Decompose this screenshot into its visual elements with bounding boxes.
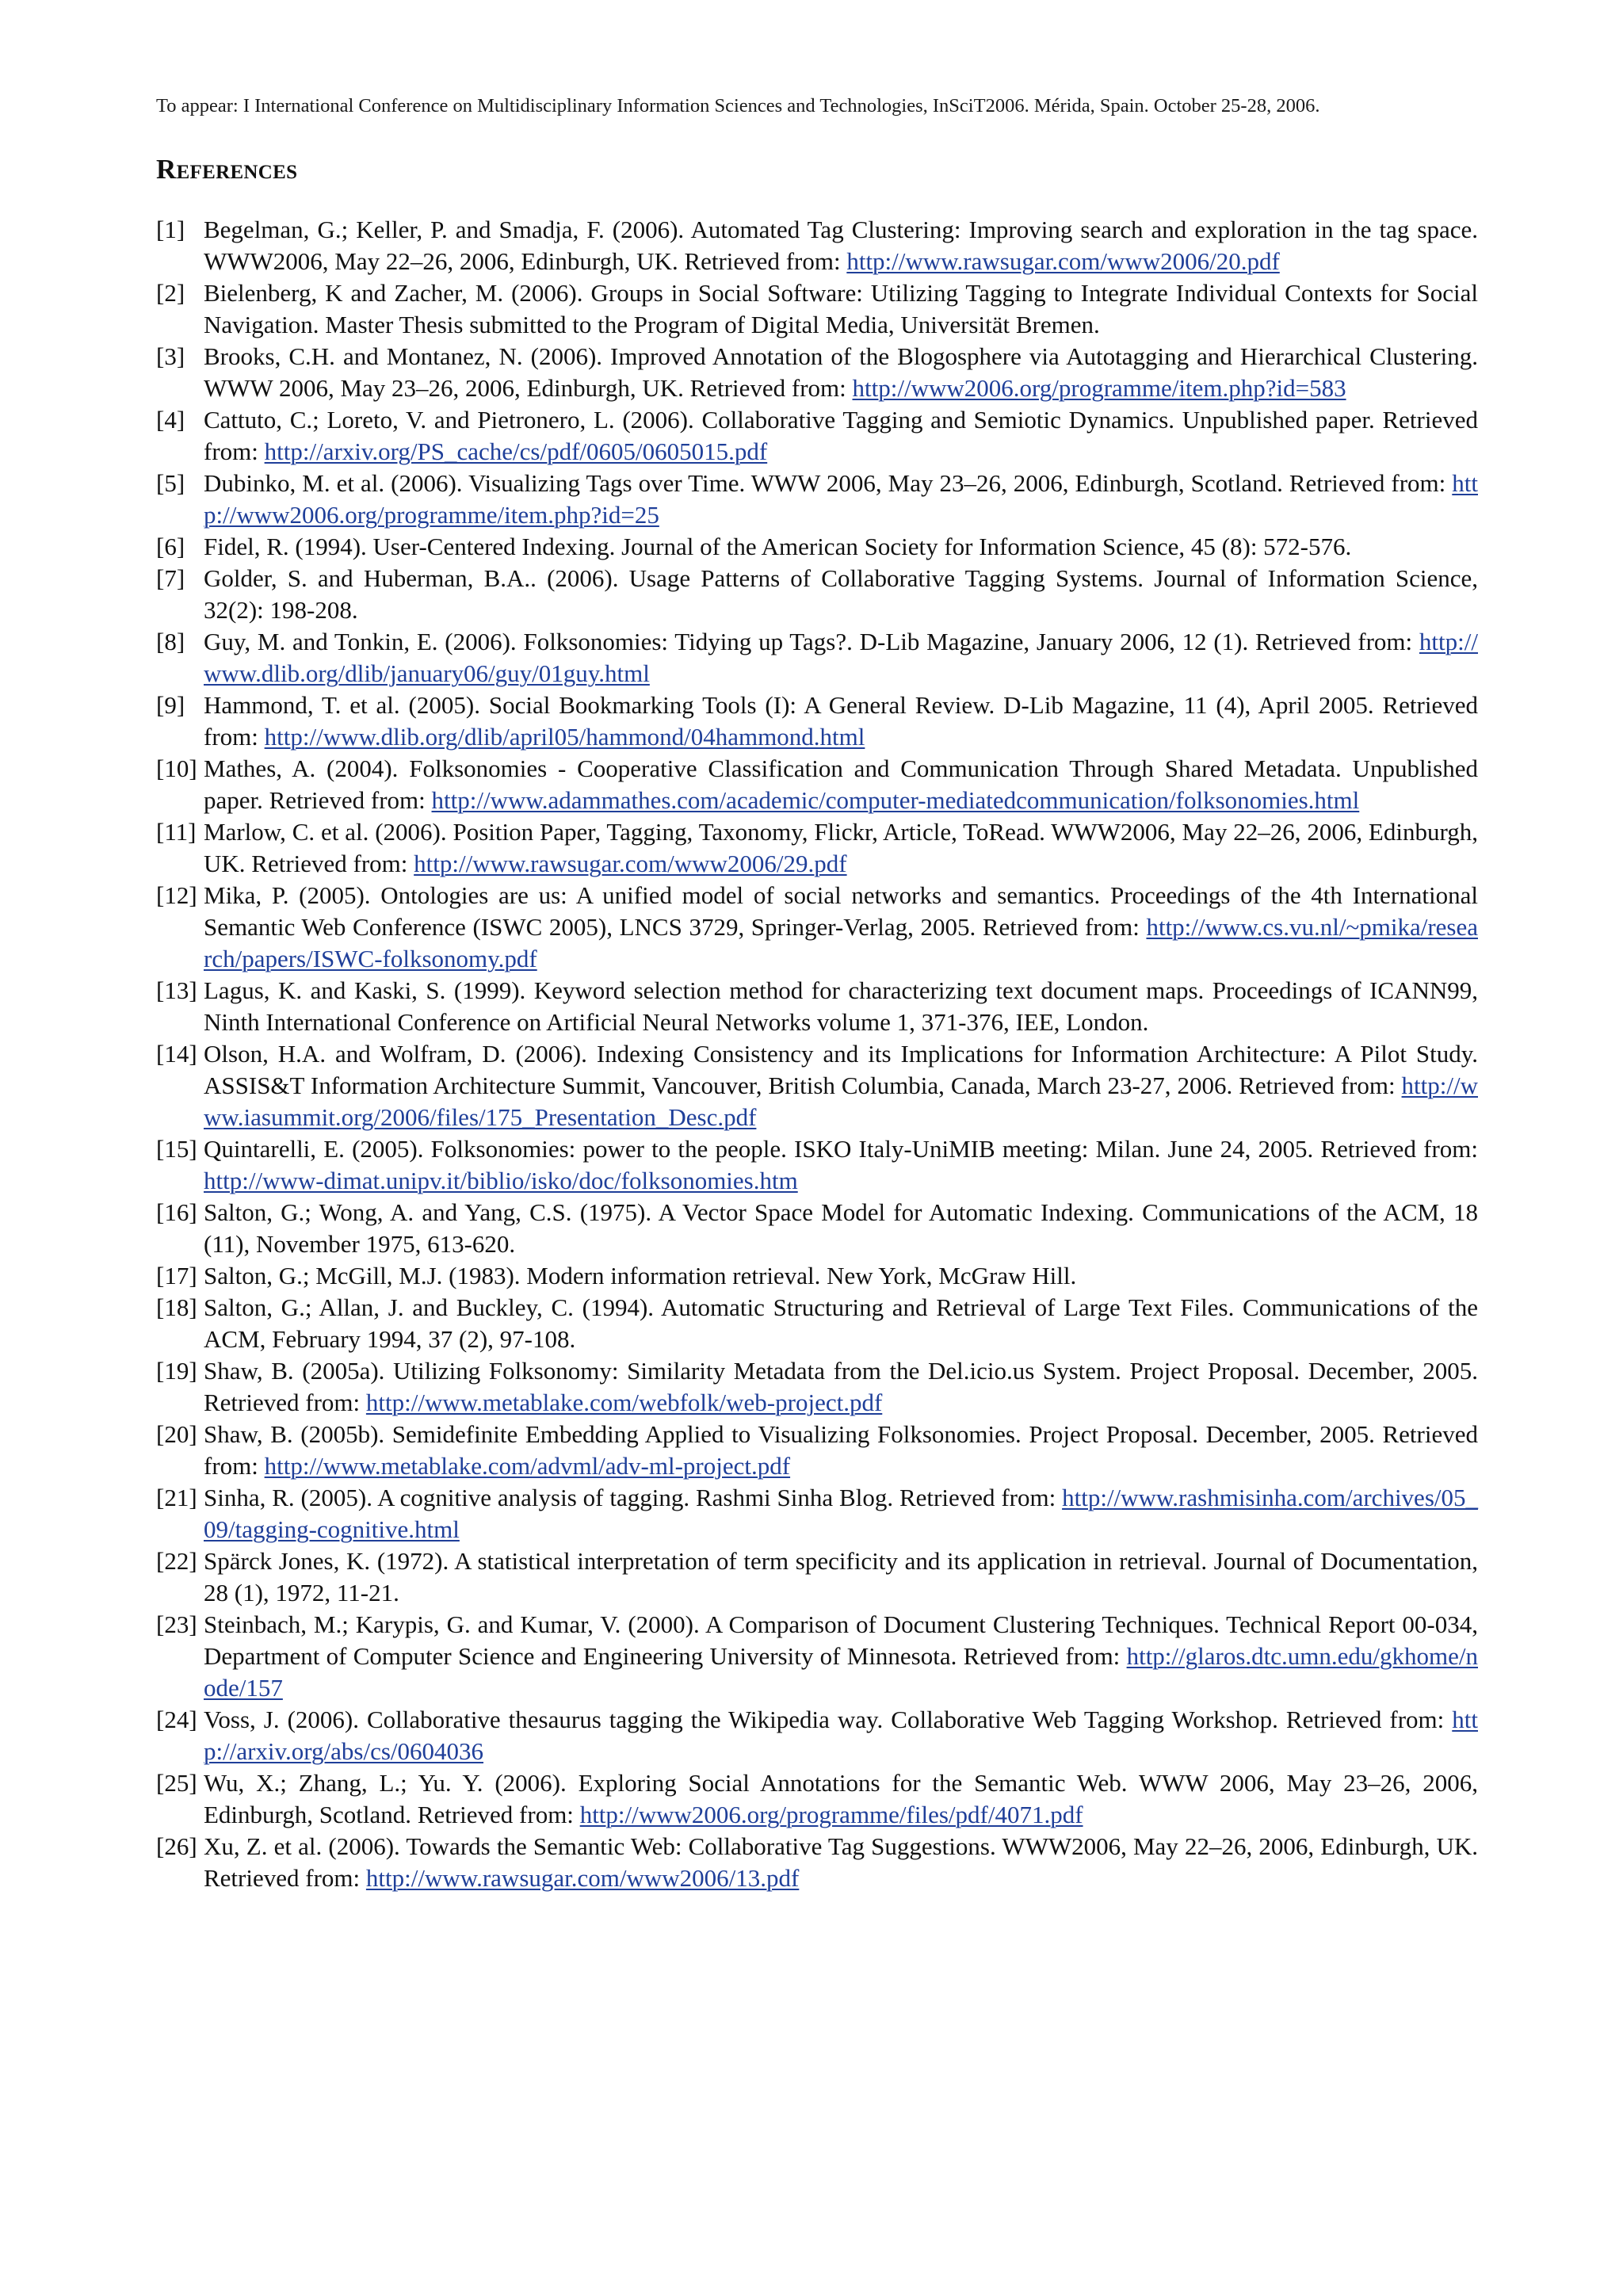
reference-text: Bielenberg, K and Zacher, M. (2006). Groups in Social Software: Utilizing Tagging to Integrate Individual Contexts for Social Navigation. Master Thesis submitted to the Program of Digital Media, Universität Bremen. xyxy=(204,279,1478,338)
reference-text: Lagus, K. and Kaski, S. (1999). Keyword selection method for characterizing text document maps. Proceedings of ICANN99, Ninth International Conference on Artificial Neural Networks volume 1, 371-376, IEE, London. xyxy=(204,976,1478,1036)
reference-text: Salton, G.; McGill, M.J. (1983). Modern information retrieval. New York, McGraw Hill. xyxy=(204,1262,1077,1289)
reference-item xyxy=(156,1038,1478,1133)
reference-item xyxy=(156,880,1478,975)
reference-number: [22] xyxy=(156,1547,197,1575)
reference-text: Guy, M. and Tonkin, E. (2006). Folksonomies: Tidying up Tags?. D-Lib Magazine, January 2006, 12 (1). Retrieved from: xyxy=(204,628,1419,655)
reference-item xyxy=(156,1704,1478,1767)
reference-link[interactable]: http://www.adammathes.com/academic/computer-mediatedcommunication/folksonomies.html xyxy=(431,786,1360,814)
reference-text: Shaw, B. (2005a). Utilizing Folksonomy: Similarity Metadata from the Del.icio.us System. Project Proposal. December, 2005. Retrieved from: xyxy=(204,1357,1478,1416)
reference-link[interactable]: http://www.metablake.com/webfolk/web-project.pdf xyxy=(365,1389,883,1416)
reference-link[interactable]: http://www-dimat.unipv.it/biblio/isko/doc/folksonomies.htm xyxy=(204,1167,798,1194)
reference-link[interactable]: http://www.dlib.org/dlib/january06/guy/01guy.html xyxy=(204,628,1478,687)
reference-number: [23] xyxy=(156,1610,197,1638)
reference-number: [20] xyxy=(156,1420,197,1448)
reference-item xyxy=(156,1609,1478,1704)
reference-text: Salton, G.; Allan, J. and Buckley, C. (1994). Automatic Structuring and Retrieval of Large Text Files. Communications of the ACM, February 1994, 37 (2), 97-108. xyxy=(204,1293,1478,1353)
reference-link[interactable]: http://www2006.org/programme/files/pdf/4071.pdf xyxy=(579,1801,1083,1828)
reference-number: [19] xyxy=(156,1357,197,1385)
reference-number: [14] xyxy=(156,1040,197,1068)
reference-item xyxy=(156,626,1478,690)
reference-item xyxy=(156,1831,1478,1894)
reference-number: [25] xyxy=(156,1769,197,1797)
reference-item xyxy=(156,1292,1478,1355)
reference-text: Sinha, R. (2005). A cognitive analysis of tagging. Rashmi Sinha Blog. Retrieved from: xyxy=(204,1484,1063,1511)
reference-number: [15] xyxy=(156,1135,197,1163)
reference-item xyxy=(156,1133,1478,1197)
reference-number: [24] xyxy=(156,1706,197,1733)
reference-text: Salton, G.; Wong, A. and Yang, C.S. (1975). A Vector Space Model for Automatic Indexing. Communications of the ACM, 18 (11), November 1975, 613-620. xyxy=(204,1198,1478,1258)
reference-item xyxy=(156,1419,1478,1482)
reference-link[interactable]: http://www2006.org/programme/item.php?id=25 xyxy=(204,469,1478,529)
running-head: To appear: I International Conference on Multidisciplinary Information Sciences and Technologies, InSciT2006. Mérida, Spain. October 25-28, 2006. xyxy=(156,95,1320,117)
page-content xyxy=(156,94,1478,1894)
reference-link[interactable]: http://www.metablake.com/advml/adv-ml-project.pdf xyxy=(264,1452,791,1480)
reference-link[interactable]: http://www.rawsugar.com/www2006/13.pdf xyxy=(365,1864,800,1892)
reference-item xyxy=(156,1545,1478,1609)
reference-item xyxy=(156,690,1478,753)
reference-text: Marlow, C. et al. (2006). Position Paper, Tagging, Taxonomy, Flickr, Article, ToRead. WWW2006, May 22–26, 2006, Edinburgh, UK. Retrieved from: xyxy=(204,818,1478,877)
reference-text: Cattuto, C.; Loreto, V. and Pietronero, L. (2006). Collaborative Tagging and Semiotic Dynamics. Unpublished paper. Retrieved from: xyxy=(204,406,1478,465)
reference-item xyxy=(156,1197,1478,1260)
reference-item xyxy=(156,468,1478,531)
reference-number: [7] xyxy=(156,564,185,592)
reference-text: Xu, Z. et al. (2006). Towards the Semantic Web: Collaborative Tag Suggestions. WWW2006, May 22–26, 2006, Edinburgh, UK. Retrieved from: xyxy=(204,1832,1478,1892)
reference-number: [10] xyxy=(156,755,197,782)
reference-text: Golder, S. and Huberman, B.A.. (2006). Usage Patterns of Collaborative Tagging Systems. Journal of Information Science, 32(2): 198-208. xyxy=(204,564,1478,624)
reference-link[interactable]: http://www2006.org/programme/item.php?id=583 xyxy=(852,374,1346,402)
reference-text: Quintarelli, E. (2005). Folksonomies: power to the people. ISKO Italy-UniMIB meeting: Milan. June 24, 2005. Retrieved from: xyxy=(204,1135,1478,1163)
reference-item xyxy=(156,816,1478,880)
reference-text: Spärck Jones, K. (1972). A statistical interpretation of term specificity and its application in retrieval. Journal of Documentation, 28 (1), 1972, 11-21. xyxy=(204,1547,1478,1606)
reference-link[interactable]: http://glaros.dtc.umn.edu/gkhome/node/157 xyxy=(204,1642,1478,1702)
reference-item xyxy=(156,975,1478,1038)
section-title: References xyxy=(156,154,298,185)
reference-link[interactable]: http://arxiv.org/PS_cache/cs/pdf/0605/0605015.pdf xyxy=(264,437,768,465)
reference-number: [11] xyxy=(156,818,197,846)
reference-number: [26] xyxy=(156,1832,197,1860)
reference-text: Mathes, A. (2004). Folksonomies - Cooperative Classification and Communication Through Shared Metadata. Unpublished paper. Retrieved from: xyxy=(204,755,1478,814)
reference-number: [5] xyxy=(156,469,185,497)
reference-number: [18] xyxy=(156,1293,197,1321)
reference-item xyxy=(156,341,1478,404)
reference-number: [13] xyxy=(156,976,197,1004)
reference-text: Shaw, B. (2005b). Semidefinite Embedding Applied to Visualizing Folksonomies. Project Proposal. December, 2005. Retrieved from: xyxy=(204,1420,1478,1480)
reference-number: [6] xyxy=(156,533,185,560)
reference-text: Dubinko, M. et al. (2006). Visualizing Tags over Time. WWW 2006, May 23–26, 2006, Edinburgh, Scotland. Retrieved from: xyxy=(204,469,1453,497)
reference-item xyxy=(156,1260,1478,1292)
reference-link[interactable]: http://www.rawsugar.com/www2006/20.pdf xyxy=(846,247,1280,275)
reference-item xyxy=(156,1482,1478,1545)
reference-item xyxy=(156,531,1478,563)
reference-item xyxy=(156,277,1478,341)
reference-item xyxy=(156,214,1478,277)
reference-text: Brooks, C.H. and Montanez, N. (2006). Improved Annotation of the Blogosphere via Autotagging and Hierarchical Clustering. WWW 2006, May 23–26, 2006, Edinburgh, UK. Retrieved from: xyxy=(204,342,1478,402)
reference-number: [1] xyxy=(156,216,185,243)
reference-link[interactable]: http://www.iasummit.org/2006/files/175_Presentation_Desc.pdf xyxy=(204,1072,1478,1131)
reference-text: Wu, X.; Zhang, L.; Yu. Y. (2006). Exploring Social Annotations for the Semantic Web. WWW 2006, May 23–26, 2006, Edinburgh, Scotland. Retrieved from: xyxy=(204,1769,1478,1828)
reference-number: [12] xyxy=(156,881,197,909)
reference-number: [21] xyxy=(156,1484,197,1511)
reference-link[interactable]: http://www.cs.vu.nl/~pmika/research/papers/ISWC-folksonomy.pdf xyxy=(204,913,1478,972)
reference-link[interactable]: http://www.rawsugar.com/www2006/29.pdf xyxy=(414,850,847,877)
reference-text: Olson, H.A. and Wolfram, D. (2006). Indexing Consistency and its Implications for Information Architecture: A Pilot Study. ASSIS&T Information Architecture Summit, Vancouver, British Columbia, Canada, March 23-27, 2006. Retrieved from: xyxy=(204,1040,1478,1099)
reference-item xyxy=(156,1355,1478,1419)
reference-text: Fidel, R. (1994). User-Centered Indexing. Journal of the American Society for Information Science, 45 (8): 572-576. xyxy=(204,533,1352,560)
reference-number: [4] xyxy=(156,406,185,434)
reference-number: [17] xyxy=(156,1262,197,1289)
reference-text: Steinbach, M.; Karypis, G. and Kumar, V. (2000). A Comparison of Document Clustering Techniques. Technical Report 00-034, Department of Computer Science and Engineering University of Minnesota. Retrieved from: xyxy=(204,1610,1478,1670)
reference-item xyxy=(156,1767,1478,1831)
reference-text: Voss, J. (2006). Collaborative thesaurus tagging the Wikipedia way. Collaborative Web Tagging Workshop. Retrieved from: xyxy=(204,1706,1453,1733)
reference-list xyxy=(156,214,1478,1894)
reference-text: Hammond, T. et al. (2005). Social Bookmarking Tools (I): A General Review. D-Lib Magazine, 11 (4), April 2005. Retrieved from: xyxy=(204,691,1478,751)
reference-item xyxy=(156,753,1478,816)
reference-link[interactable]: http://www.rashmisinha.com/archives/05_09/tagging-cognitive.html xyxy=(204,1484,1478,1543)
reference-number: [8] xyxy=(156,628,185,655)
reference-link[interactable]: http://www.dlib.org/dlib/april05/hammond/04hammond.html xyxy=(264,723,865,751)
reference-number: [16] xyxy=(156,1198,197,1226)
reference-text: Begelman, G.; Keller, P. and Smadja, F. (2006). Automated Tag Clustering: Improving search and exploration in the tag space. WWW2006, May 22–26, 2006, Edinburgh, UK. Retrieved from: xyxy=(204,216,1478,275)
reference-number: [2] xyxy=(156,279,185,307)
reference-text: Mika, P. (2005). Ontologies are us: A unified model of social networks and semantics. Proceedings of the 4th International Semantic Web Conference (ISWC 2005), LNCS 3729, Springer-Verlag, 2005. Retrieved from: xyxy=(204,881,1478,941)
reference-number: [3] xyxy=(156,342,185,370)
reference-item xyxy=(156,563,1478,626)
reference-item xyxy=(156,404,1478,468)
reference-link[interactable]: http://arxiv.org/abs/cs/0604036 xyxy=(204,1706,1478,1765)
reference-number: [9] xyxy=(156,691,185,719)
